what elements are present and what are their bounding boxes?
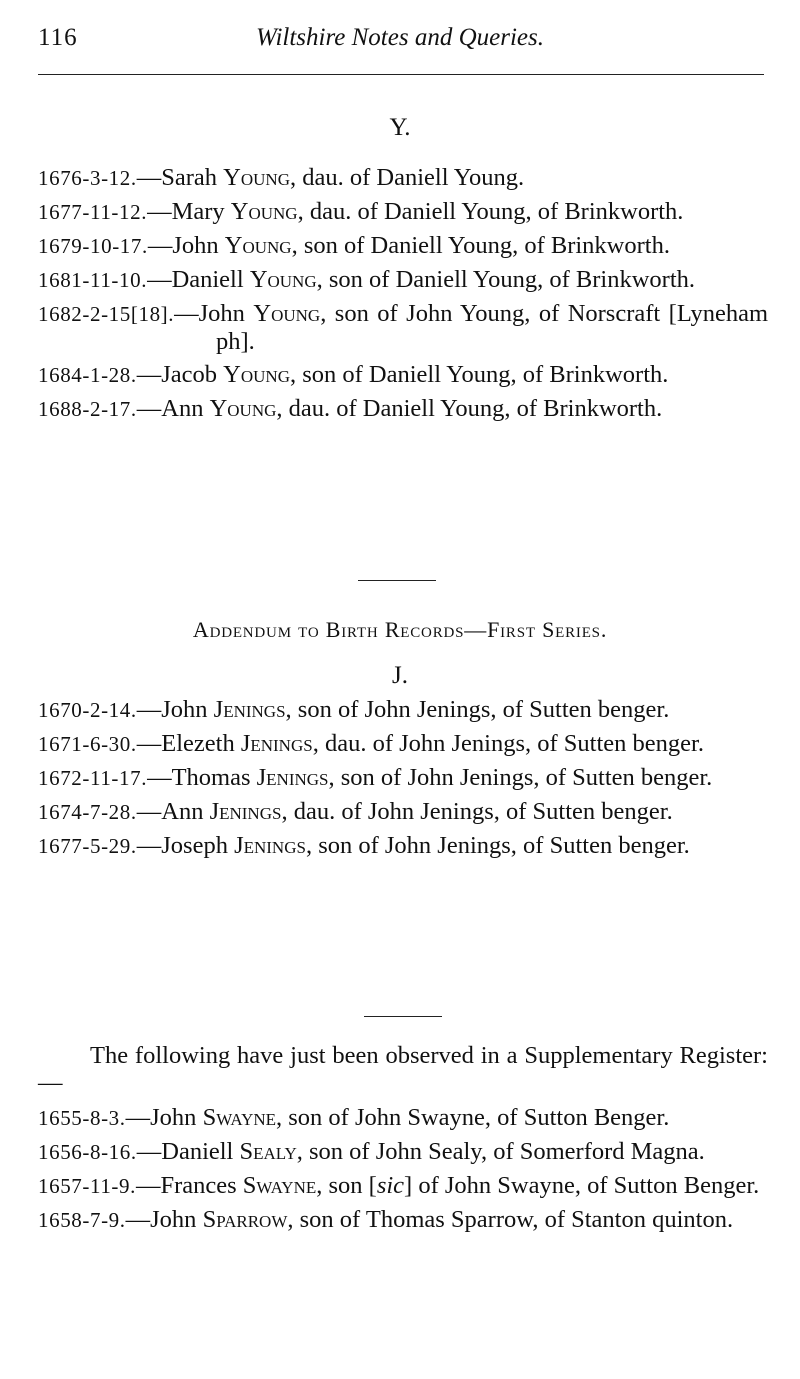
surname: Young [230,198,298,225]
entry-date: 1657-11-9. [38,1174,136,1198]
entry-detail: , son of Thomas Sparrow, of Stanton quinton. [287,1206,734,1233]
surname: Swayne [242,1172,317,1199]
surname: Young [249,266,317,293]
entry-list-y [38,164,768,429]
surname: Sealy [239,1138,297,1165]
entry-date: 1671-6-30. [38,732,137,756]
entry-list-supplementary [38,1104,768,1240]
surname: Jenings [256,764,329,791]
surname: Young [209,395,277,422]
page-number: 116 [38,24,78,51]
entry-date: 1684-1-28. [38,363,137,387]
entry-detail: , dau. of Daniell Young, of Brinkworth. [276,395,663,422]
entry-detail: , son of John Jenings, of Sutten benger. [328,764,713,791]
entry-detail: , son of Daniell Young, of Brinkworth. [289,361,669,388]
given-name: Frances [160,1172,237,1199]
given-name: Jacob [161,361,218,388]
entry-date: 1688-2-17. [38,397,137,421]
given-name: Sarah [161,164,218,191]
entry-detail: , son [ [316,1172,377,1199]
list-item: 1688-2-17.—Ann Young, dau. of Daniell Young, of Brinkworth. [38,395,663,422]
entry-detail: ] of John Swayne, of Sutton Benger. [404,1172,760,1199]
list-item: 1672-11-17.—Thomas Jenings, son of John Jenings, of Sutten benger. [38,764,713,791]
list-item: 1670-2-14.—John Jenings, son of John Jenings, of Sutten benger. [38,696,670,723]
entry-date: 1655-8-3. [38,1106,126,1130]
entry-date: 1656-8-16. [38,1140,137,1164]
entry-date: 1681-11-10. [38,268,148,292]
entry-detail: , son of John Jenings, of Sutten benger. [285,696,670,723]
entry-date: 1658-7-9. [38,1208,126,1232]
section-letter-y: Y. [389,114,411,141]
journal-title: Wiltshire Notes and Queries. [256,24,544,51]
section-divider [364,1016,442,1017]
given-name: John [150,1104,197,1131]
addendum-heading: Addendum to Birth Records—First Series. [192,617,608,642]
given-name: Joseph [161,832,228,859]
entry-date: 1676-3-12. [38,166,137,190]
entry-date: 1677-11-12. [38,200,148,224]
list-item: 1679-10-17.—John Young, son of Daniell Young, of Brinkworth. [38,232,670,259]
section-letter-j: J. [392,662,408,689]
list-item: 1658-7-9.—John Sparrow, son of Thomas Sparrow, of Stanton quinton. [38,1206,734,1233]
list-item: 1676-3-12.—Sarah Young, dau. of Daniell Young. [38,164,525,191]
entry-detail: , son of John Jenings, of Sutten benger. [305,832,690,859]
given-name: Daniell [171,266,244,293]
entry-date: 1682-2-15[18]. [38,302,175,326]
entry-list-j [38,696,768,866]
entry-date: 1670-2-14. [38,698,137,722]
surname: Young [224,232,292,259]
given-name: Elezeth [161,730,235,757]
given-name: John [198,300,245,327]
given-name: John [150,1206,197,1233]
entry-date: 1677-5-29. [38,834,137,858]
entry-detail: , son of Daniell Young, of Brinkworth. [291,232,670,259]
given-name: Thomas [171,764,251,791]
surname: Swayne [202,1104,277,1131]
surname: Young [253,300,321,327]
entry-detail: , son of John Swayne, of Sutton Benger. [276,1104,670,1131]
surname: Young [223,164,290,191]
given-name: Ann [161,395,204,422]
given-name: Mary [171,198,225,225]
list-item: 1682-2-15[18].—John Young, son of John Young, of Norscraft [Lyneham ph]. [38,300,768,355]
list-item: 1677-5-29.—Joseph Jenings, son of John Jenings, of Sutten benger. [38,832,690,859]
list-item: 1657-11-9.—Frances Swayne, son [sic] of John Swayne, of Sutton Benger. [38,1172,760,1199]
given-name: Daniell [161,1138,234,1165]
header-rule [38,74,764,75]
given-name: Ann [161,798,204,825]
surname: Jenings [234,832,306,859]
entry-date: 1672-11-17. [38,766,148,790]
list-item: 1671-6-30.—Elezeth Jenings, dau. of John Jenings, of Sutten benger. [38,730,704,757]
list-item: 1681-11-10.—Daniell Young, son of Daniell Young, of Brinkworth. [38,266,696,293]
entry-detail: , son of Daniell Young, of Brinkworth. [316,266,696,293]
surname: Jenings [240,730,313,757]
entry-detail: , dau. of John Jenings, of Sutten benger. [281,798,673,825]
surname: Jenings [213,696,286,723]
running-head [38,24,762,58]
entry-date: 1679-10-17. [38,234,148,258]
supplementary-intro: The following have just been observed in a Supplementary Register:— [38,1042,768,1096]
given-name: John [161,696,208,723]
entry-detail: , dau. of John Jenings, of Sutten benger. [312,730,704,757]
list-item: 1677-11-12.—Mary Young, dau. of Daniell Young, of Brinkworth. [38,198,684,225]
list-item: 1684-1-28.—Jacob Young, son of Daniell Young, of Brinkworth. [38,361,669,388]
section-divider [358,580,436,581]
surname: Jenings [209,798,282,825]
list-item: 1656-8-16.—Daniell Sealy, son of John Sealy, of Somerford Magna. [38,1138,705,1165]
list-item: 1674-7-28.—Ann Jenings, dau. of John Jenings, of Sutten benger. [38,798,673,825]
entry-date: 1674-7-28. [38,800,137,824]
entry-detail: , son of John Sealy, of Somerford Magna. [296,1138,705,1165]
surname: Young [223,361,290,388]
entry-detail: , son of John Young, of Norscraft [Lyneham ph]. [216,300,768,355]
entry-detail: , dau. of Daniell Young. [289,164,525,191]
surname: Sparrow [202,1206,288,1233]
given-name: John [172,232,219,259]
list-item: 1655-8-3.—John Swayne, son of John Swayne, of Sutton Benger. [38,1104,670,1131]
sic-note: sic [376,1172,405,1199]
entry-detail: , dau. of Daniell Young, of Brinkworth. [297,198,684,225]
